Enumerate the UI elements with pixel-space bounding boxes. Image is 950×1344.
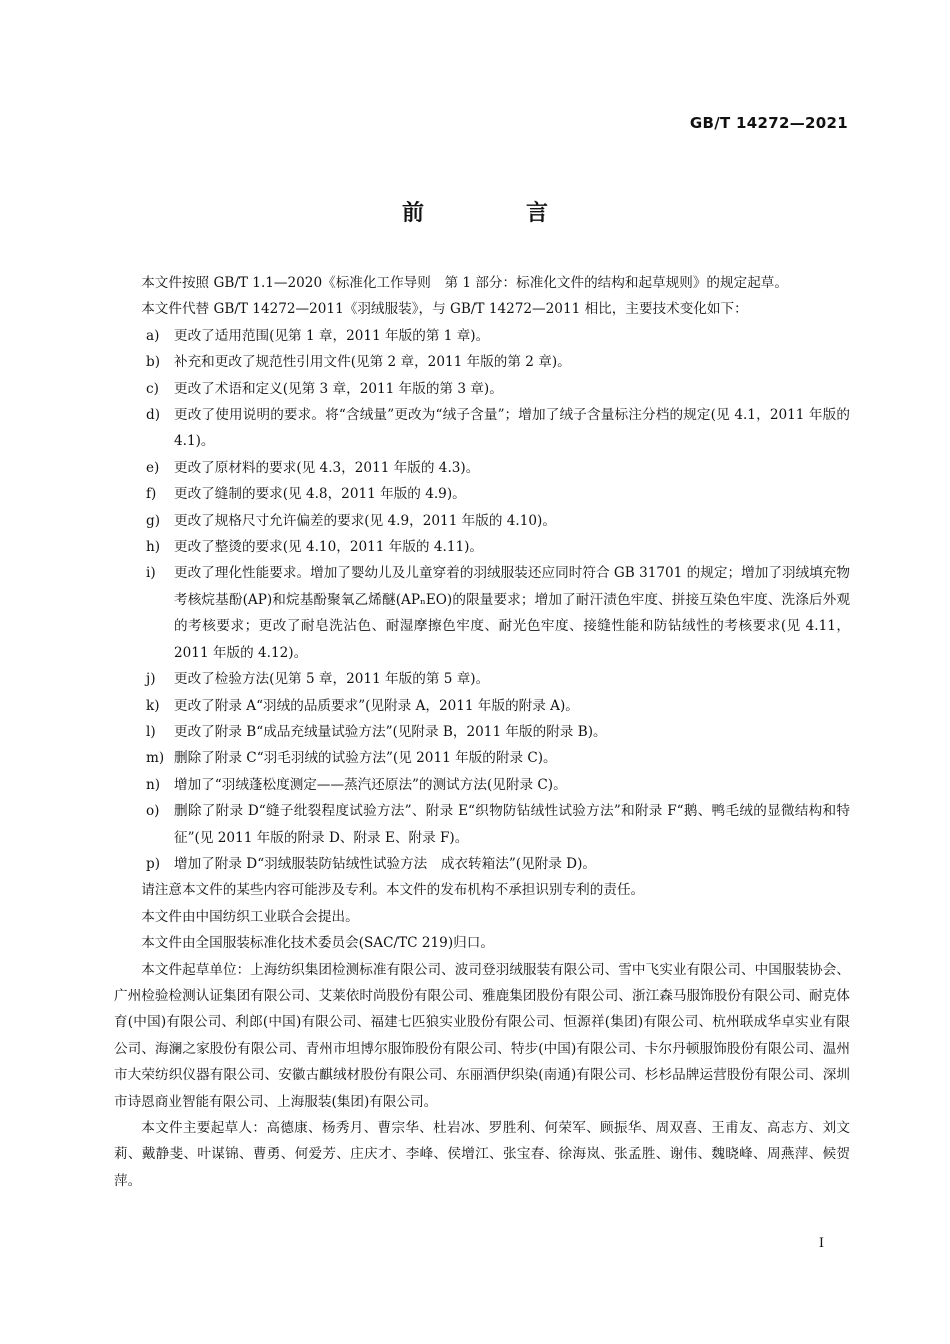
patent-notice: 请注意本文件的某些内容可能涉及专利。本文件的发布机构不承担识别专利的责任。: [141, 882, 645, 899]
list-item-label: o): [146, 803, 160, 820]
list-item-label: i): [146, 565, 156, 582]
intro-paragraph: 本文件按照 GB/T 1.1—2020《标准化工作导则 第 1 部分：标准化文件的结构和起草规则》的规定起草。: [141, 275, 788, 291]
list-item-label: f): [146, 486, 157, 503]
list-item-label: a): [146, 327, 160, 344]
list-item-label: j): [146, 671, 156, 688]
list-item: [114, 798, 850, 851]
list-item-label: k): [146, 697, 160, 714]
list-item-text: 更改了原材料的要求(见 4.3，2011 年版的 4.3)。: [174, 459, 480, 476]
list-item-label: l): [146, 723, 156, 740]
list-item: [114, 693, 850, 719]
list-item: [114, 719, 850, 745]
document-body: [114, 270, 850, 1194]
list-item: [114, 534, 850, 560]
list-item: [114, 851, 850, 877]
committee-statement: 本文件由全国服装标准化技术委员会(SAC/TC 219)归口。: [141, 935, 494, 952]
list-item-text: 删除了附录 C“羽毛羽绒的试验方法”(见 2011 年版的附录 C)。: [174, 750, 557, 767]
list-item-text: 更改了整烫的要求(见 4.10，2011 年版的 4.11)。: [174, 539, 484, 556]
list-item-text: 更改了理化性能要求。增加了婴幼儿及儿童穿着的羽绒服装还应同时符合 GB 31701 的规定；增加了羽绒填充物考核烷基酚(AP)和烷基酚聚氧乙烯醚(APₙEO)的限量要求；增加了耐汗渍色牢度、拼接互染色牢度、洗涤后外观的考核要求；更改了耐皂洗沾色、耐湿摩擦色牢度、耐光色牢度、接缝性能和防钻绒性的考核要求(见 4.11，2011 年版的 4.12)。: [174, 565, 850, 661]
list-item: [114, 376, 850, 402]
list-item-text: 更改了检验方法(见第 5 章，2011 年版的第 5 章)。: [174, 671, 490, 688]
list-item: [114, 745, 850, 771]
list-item-text: 更改了使用说明的要求。将“含绒量”更改为“绒子含量”；增加了绒子含量标注分档的规定(见 4.1，2011 年版的 4.1)。: [174, 407, 850, 450]
list-item-label: d): [146, 407, 161, 424]
list-item-text: 更改了附录 A“羽绒的品质要求”(见附录 A，2011 年版的附录 A)。: [174, 697, 579, 714]
list-item: [114, 560, 850, 666]
list-item-label: e): [146, 459, 160, 476]
list-item-label: p): [146, 855, 161, 872]
list-item-label: c): [146, 380, 159, 397]
list-item-text: 更改了缝制的要求(见 4.8，2011 年版的 4.9)。: [174, 486, 466, 503]
main-drafters: 本文件主要起草人：高德康、杨秀月、曹宗华、杜岩冰、罗胜利、何荣军、顾振华、周双喜、王甫友、高志方、刘文莉、戴静斐、叶谋锦、曹勇、何爱芳、庄庆才、李峰、侯增江、张宝春、徐海岚、张孟胜、谢伟、魏晓峰、周燕萍、候贺萍。: [114, 1120, 850, 1189]
list-item-text: 更改了附录 B“成品充绒量试验方法”(见附录 B，2011 年版的附录 B)。: [174, 723, 607, 740]
list-item: [114, 666, 850, 692]
list-item-text: 更改了规格尺寸允许偏差的要求(见 4.9，2011 年版的 4.10)。: [174, 512, 556, 529]
list-item-text: 补充和更改了规范性引用文件(见第 2 章，2011 年版的第 2 章)。: [174, 354, 571, 371]
replacement-paragraph: 本文件代替 GB/T 14272—2011《羽绒服装》，与 GB/T 14272—2011 相比，主要技术变化如下：: [141, 301, 748, 318]
list-item-text: 更改了适用范围(见第 1 章，2011 年版的第 1 章)。: [174, 327, 490, 344]
list-item: [114, 323, 850, 349]
page-title: 前 言: [401, 201, 588, 226]
drafting-units: 本文件起草单位：上海纺织集团检测标准有限公司、波司登羽绒服装有限公司、雪中飞实业有限公司、中国服装协会、广州检验检测认证集团有限公司、艾莱依时尚股份有限公司、雅鹿集团股份有限公司、浙江森马服饰股份有限公司、耐克体育(中国)有限公司、利郎(中国)有限公司、福建七匹狼实业股份有限公司、恒源祥(集团)有限公司、杭州联成华卓实业有限公司、海澜之家股份有限公司、青州市坦博尔服饰股份有限公司、特步(中国)有限公司、卡尔丹顿服饰股份有限公司、温州市大荣纺织仪器有限公司、安徽古麒绒材股份有限公司、东丽酒伊织染(南通)有限公司、杉杉品牌运营股份有限公司、深圳市诗恩商业智能有限公司、上海服装(集团)有限公司。: [114, 961, 850, 1110]
list-item-label: g): [146, 512, 161, 529]
list-item-label: n): [146, 776, 161, 793]
list-item-text: 更改了术语和定义(见第 3 章，2011 年版的第 3 章)。: [174, 380, 503, 397]
list-item-label: h): [146, 539, 161, 556]
list-item: [114, 455, 850, 481]
list-item: [114, 508, 850, 534]
list-item: [114, 349, 850, 375]
list-item-label: m): [146, 750, 165, 767]
list-item: [114, 481, 850, 507]
list-item-text: 删除了附录 D“缝子纰裂程度试验方法”、附录 E“织物防钻绒性试验方法”和附录 F“鹅、鸭毛绒的显微结构和特征”(见 2011 年版的附录 D、附录 E、附录 F)。: [174, 803, 850, 846]
proposer-statement: 本文件由中国纺织工业联合会提出。: [141, 908, 359, 925]
list-item-text: 增加了附录 D“羽绒服装防钻绒性试验方法 成衣转箱法”(见附录 D)。: [174, 855, 596, 872]
list-item-text: 增加了“羽绒蓬松度测定——蒸汽还原法”的测试方法(见附录 C)。: [174, 776, 567, 793]
list-item: [114, 402, 850, 455]
list-item: [114, 772, 850, 798]
page-number: Ⅰ: [818, 1236, 824, 1251]
standard-code: GB/T 14272—2021: [689, 114, 848, 132]
list-item-label: b): [146, 354, 161, 371]
